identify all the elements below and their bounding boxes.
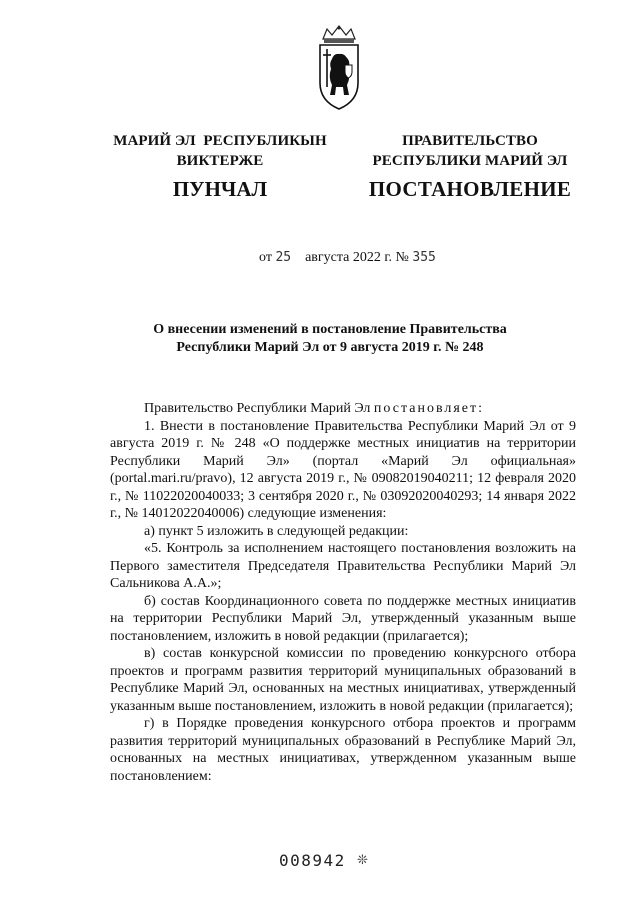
title-line1: О внесении изменений в постановление Правительства — [153, 322, 507, 337]
paragraph-g: г) в Порядке проведения конкурсного отбора проектов и программ развития территорий муниципальных образований в Республике Марий Эл, основанных на местных инициативах, утвержденном указанным выше постановлением: — [110, 716, 576, 784]
header-left — [90, 131, 350, 171]
date-line — [259, 250, 436, 266]
header-right — [350, 131, 590, 171]
title-line2: Республики Марий Эл от 9 августа 2019 г. № 248 — [176, 340, 484, 355]
header-left-line2: ВИКТЕРЖЕ — [176, 153, 264, 169]
doc-title — [120, 321, 540, 357]
header-left-line1: МАРИЙ ЭЛ РЕСПУБЛИКЫН — [113, 133, 327, 149]
date-prefix: от — [259, 250, 272, 265]
doc-body — [110, 400, 576, 785]
doc-number: 355 — [412, 250, 436, 265]
doc-kind-right: ПОСТАНОВЛЕНИЕ — [368, 177, 572, 201]
paragraph-quote: «5. Контроль за исполнением настоящего постановления возложить на Первого заместителя Председателя Правительства Республики Марий Эл Сальникова А.А.»; — [110, 541, 576, 591]
serial-number: 008942 — [279, 851, 346, 870]
preamble — [110, 400, 576, 418]
paragraph-v: в) состав конкурсной комиссии по проведению конкурсного отбора проектов и программ развития территорий муниципальных образований в Республике Марий Эл, основанных на местных инициативах, утвержденный указанным выше постановлением, изложить в новой редакции (прилагается); — [110, 646, 576, 714]
header-right-line2: РЕСПУБЛИКИ МАРИЙ ЭЛ — [372, 153, 568, 169]
asterisk-mark: ❊ — [357, 852, 368, 867]
coat-of-arms-emblem — [317, 25, 361, 111]
header-right-line1: ПРАВИТЕЛЬСТВО — [402, 133, 538, 149]
preamble-subject: Правительство Республики Марий Эл — [144, 401, 371, 416]
paragraph-a: а) пункт 5 изложить в следующей редакции: — [144, 523, 409, 539]
preamble-verb: постановляет: — [373, 401, 485, 416]
paragraph-1: 1. Внести в постановление Правительства Республики Марий Эл от 9 августа 2019 г. № 248 «О поддержке местных инициатив на территории Республики Марий Эл» (портал «Марий Эл официальная» (portal.mari.ru/pravo), 12 августа 2019 г., № 09082019040211; 12 февраля 2020 г., № 11022020040033; 3 сентября 2020 г., № 03092020040293; 14 января 2022 г., № 14012022040006) следующие изменения: — [110, 418, 576, 521]
date-month-year: августа 2022 г. № — [305, 250, 409, 265]
paragraph-b: б) состав Координационного совета по поддержке местных инициатив на территории Республики Марий Эл, утвержденный указанным выше постановлением, изложить в новой редакции (прилагается); — [110, 593, 576, 644]
doc-kind-left: ПУНЧАЛ — [172, 177, 268, 201]
date-day: 25 — [275, 250, 292, 265]
